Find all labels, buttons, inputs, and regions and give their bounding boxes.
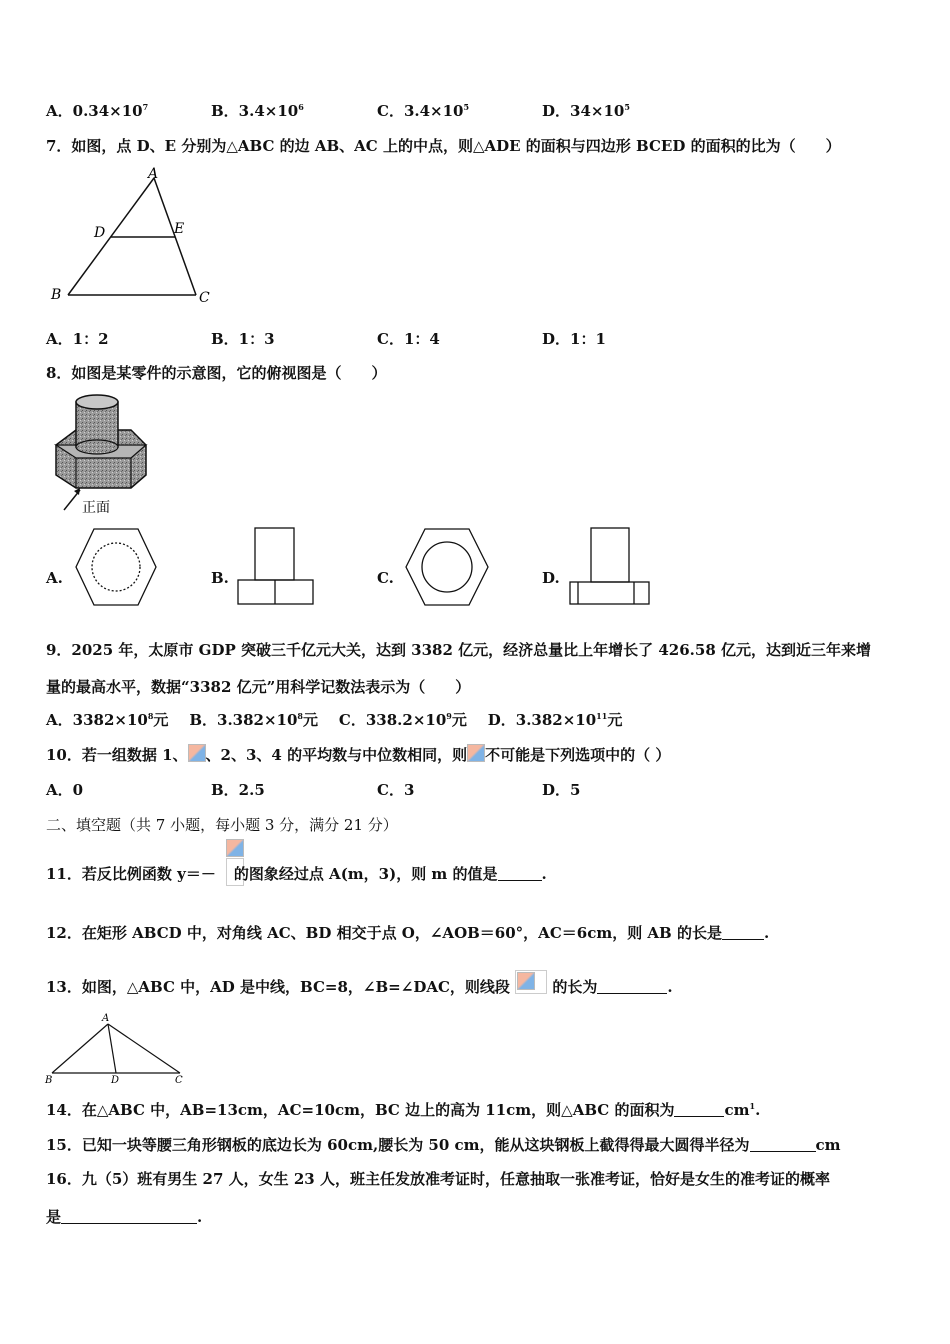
q8-option-a-letter: A. <box>46 569 63 587</box>
q13-label-c: C <box>175 1075 183 1086</box>
q7-option-d: D．1：1 <box>542 330 606 348</box>
q10-option-d: D．5 <box>542 781 581 799</box>
q10-option-b: B．2.5 <box>211 781 265 799</box>
q8-option-b-figure <box>236 526 316 608</box>
q7-label-e: E <box>174 221 185 237</box>
q7-stem: 7．如图，点 D、E 分别为△ABC 的边 AB、AC 上的中点，则△ADE 的面积与四边形 BCED 的面积的比为（ ） <box>46 137 841 155</box>
q9-stem-line-1: 9．2025 年，太原市 GDP 突破三千亿元大关，达到 3382 亿元，经济总量比上年增长了 426.58 亿元，达到近三年来增 <box>46 641 871 659</box>
q6-option-c: C．$3.4\times 10^5$ <box>377 102 470 120</box>
q6-option-d: D．$34\times 10^5$ <box>542 102 630 120</box>
q14-stem: 14．在△ABC 中，AB=13cm，AC=10cm，BC 边上的高为 11cm，则△ABC 的面积为 $cm^1$. <box>46 1101 761 1119</box>
q16-stem-line-1: 16．九（5）班有男生 27 人，女生 23 人，班主任发放准考证时，任意抽取一张准考证，恰好是女生的准考证的概率 <box>46 1170 830 1188</box>
q15-stem: 15．已知一块等腰三角形钢板的底边长为 60cm,腰长为 50 cm，能从这块钢板上截得得最大圆得半径为 cm <box>46 1136 841 1154</box>
answer-blank[interactable] <box>674 1102 724 1117</box>
q13-label-d: D <box>111 1075 120 1086</box>
q13-label-b: B <box>45 1075 53 1086</box>
image-placeholder <box>515 970 547 994</box>
q10-option-a: A．0 <box>46 781 84 799</box>
q8-option-c-figure <box>402 526 492 608</box>
q9-options: A．$3382\times 10^8$元 B．$3.382\times 10^8$元 C．$338.2\times 10^9$元 D．$3.382\times 10^{11}$元 <box>46 711 623 729</box>
q8-front-label: 正面 <box>82 500 110 516</box>
q11-stem: 11．若反比例函数 y＝－ 的图象经过点 A(m，3)，则 m 的值是 . <box>46 865 547 883</box>
broken-image-icon <box>517 972 535 990</box>
q13-stem: 13．如图，△ABC 中，AD 是中线，BC=8，∠B=∠DAC，则线段 的长为 . <box>46 970 673 997</box>
q9-stem-line-2: 量的最高水平，数据“3382 亿元”用科学记数法表示为（ ） <box>46 678 471 696</box>
broken-image-icon <box>467 744 485 762</box>
answer-blank[interactable] <box>722 925 764 940</box>
q8-option-d-letter: D. <box>542 569 560 587</box>
q10-stem: 10．若一组数据 1、 、2、3、4 的平均数与中位数相同，则 不可能是下列选项中的（ ） <box>46 746 671 764</box>
answer-blank[interactable] <box>498 866 542 881</box>
q7-option-a: A．1：2 <box>46 330 109 348</box>
q7-label-c: C <box>199 290 210 306</box>
q10-option-c: C．3 <box>377 781 415 799</box>
section-2-heading: 二、填空题（共 7 小题，每小题 3 分，满分 21 分） <box>46 816 398 834</box>
q7-label-b: B <box>51 287 62 303</box>
q8-option-d-figure <box>568 526 652 608</box>
q6-option-a: A．$0.34\times 10^7$ <box>46 102 149 120</box>
q8-part-figure <box>46 390 156 520</box>
q7-label-a: A <box>148 166 159 182</box>
q7-label-d: D <box>94 225 106 241</box>
broken-image-icon <box>226 839 244 857</box>
answer-blank[interactable] <box>597 979 667 994</box>
q7-option-c: C．1：4 <box>377 330 440 348</box>
q13-label-a: A <box>102 1013 110 1024</box>
q6-option-b: B．$3.4\times 10^6$ <box>211 102 304 120</box>
q7-triangle-figure <box>46 165 226 310</box>
q12-stem: 12．在矩形 ABCD 中，对角线 AC、BD 相交于点 O，∠AOB＝60°，AC＝6cm，则 AB 的长是 . <box>46 924 770 942</box>
q8-option-a-figure <box>72 526 160 608</box>
answer-blank[interactable] <box>750 1137 816 1152</box>
q16-stem-line-2: 是 . <box>46 1208 203 1226</box>
q8-option-b-letter: B. <box>211 569 229 587</box>
broken-image-icon <box>188 744 206 762</box>
q7-option-b: B．1：3 <box>211 330 275 348</box>
q8-option-c-letter: C. <box>377 569 394 587</box>
answer-blank[interactable] <box>61 1209 197 1224</box>
q13-triangle-figure <box>44 1010 194 1088</box>
q8-stem: 8．如图是某零件的示意图，它的俯视图是（ ） <box>46 364 387 382</box>
